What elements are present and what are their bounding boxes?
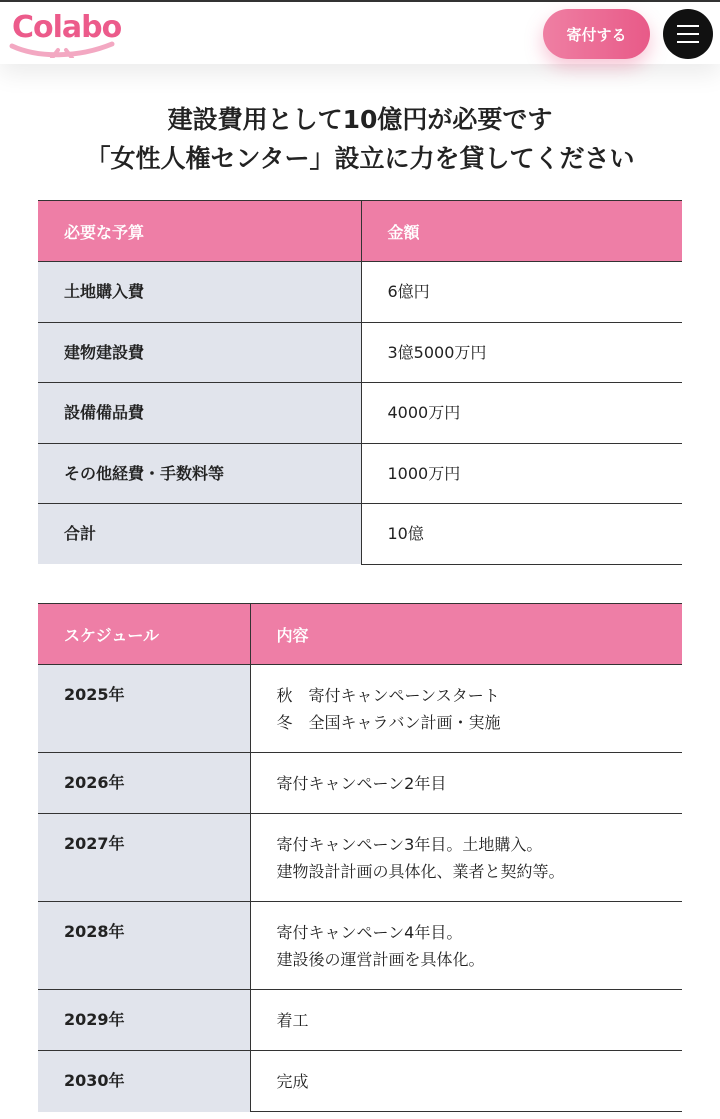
table-row bbox=[38, 383, 682, 444]
table-row bbox=[38, 504, 682, 565]
table-row bbox=[38, 1051, 682, 1112]
schedule-year: 2030年 bbox=[38, 1051, 250, 1112]
table-header-row bbox=[38, 604, 682, 665]
schedule-header-content: 内容 bbox=[250, 604, 682, 665]
schedule-line: 寄付キャンペーン3年目。土地購入。 bbox=[276, 835, 543, 854]
budget-amount: 6億円 bbox=[361, 262, 682, 323]
schedule-line: 完成 bbox=[276, 1072, 309, 1091]
menu-button[interactable] bbox=[663, 9, 713, 59]
budget-item: その他経費・手数料等 bbox=[38, 443, 361, 504]
table-row bbox=[38, 665, 682, 753]
schedule-year: 2026年 bbox=[38, 753, 250, 814]
table-row bbox=[38, 814, 682, 902]
schedule-content bbox=[250, 814, 682, 902]
budget-header-amount: 金額 bbox=[361, 201, 682, 262]
schedule-header-year: スケジュール bbox=[38, 604, 250, 665]
budget-table bbox=[38, 200, 682, 565]
schedule-line: 寄付キャンペーン4年目。 bbox=[276, 923, 463, 942]
schedule-line: 建設後の運営計画を具体化。 bbox=[276, 950, 485, 969]
title-line-1: 建設費用として10億円が必要です bbox=[167, 105, 553, 134]
table-row bbox=[38, 753, 682, 814]
table-row bbox=[38, 443, 682, 504]
site-header bbox=[0, 0, 720, 64]
table-row bbox=[38, 262, 682, 323]
budget-amount: 3億5000万円 bbox=[361, 322, 682, 383]
schedule-year: 2029年 bbox=[38, 990, 250, 1051]
table-header-row bbox=[38, 201, 682, 262]
title-line-2: 「女性人権センター」設立に力を貸してください bbox=[85, 144, 635, 173]
schedule-line: 着工 bbox=[276, 1011, 309, 1030]
schedule-line: 秋 寄付キャンペーンスタート bbox=[276, 686, 500, 705]
schedule-year: 2027年 bbox=[38, 814, 250, 902]
budget-item: 設備備品費 bbox=[38, 383, 361, 444]
budget-header-item: 必要な予算 bbox=[38, 201, 361, 262]
budget-amount: 4000万円 bbox=[361, 383, 682, 444]
table-row bbox=[38, 902, 682, 990]
logo-text: Colabo bbox=[12, 10, 122, 45]
colabo-logo[interactable] bbox=[8, 6, 122, 58]
budget-total-label: 合計 bbox=[38, 504, 361, 565]
budget-total-amount: 10億 bbox=[361, 504, 682, 565]
schedule-year: 2028年 bbox=[38, 902, 250, 990]
schedule-line: 寄付キャンペーン2年目 bbox=[276, 774, 447, 793]
hamburger-icon bbox=[677, 25, 699, 43]
schedule-content bbox=[250, 990, 682, 1051]
donate-button[interactable]: 寄付する bbox=[543, 9, 650, 59]
budget-item: 建物建設費 bbox=[38, 322, 361, 383]
budget-amount: 1000万円 bbox=[361, 443, 682, 504]
schedule-content bbox=[250, 902, 682, 990]
budget-item: 土地購入費 bbox=[38, 262, 361, 323]
schedule-table bbox=[38, 603, 682, 1112]
table-row bbox=[38, 322, 682, 383]
table-row bbox=[38, 990, 682, 1051]
schedule-year: 2025年 bbox=[38, 665, 250, 753]
page-title bbox=[0, 100, 720, 178]
schedule-content bbox=[250, 1051, 682, 1112]
schedule-content bbox=[250, 753, 682, 814]
schedule-line: 冬 全国キャラバン計画・実施 bbox=[276, 713, 501, 732]
schedule-line: 建物設計計画の具体化、業者と契約等。 bbox=[276, 862, 565, 881]
schedule-content bbox=[250, 665, 682, 753]
